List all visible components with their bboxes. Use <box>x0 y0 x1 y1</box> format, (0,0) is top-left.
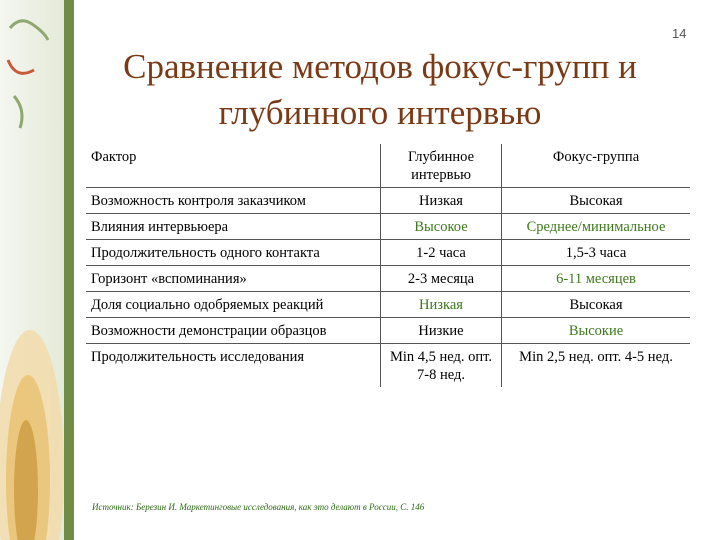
table-header-row <box>86 144 690 188</box>
factor-cell: Горизонт «вспоминания» <box>86 266 381 292</box>
focus-group-cell: Высокие <box>502 318 691 344</box>
sidebar-stripe <box>64 0 74 540</box>
focus-group-cell: 6-11 месяцев <box>502 266 691 292</box>
interview-cell: Высокое <box>381 214 502 240</box>
interview-cell: Низкие <box>381 318 502 344</box>
table-row <box>86 240 690 266</box>
interview-cell: Низкая <box>381 292 502 318</box>
factor-cell: Продолжительность исследования <box>86 344 381 388</box>
table-row <box>86 344 690 388</box>
factor-cell: Возможности демонстрации образцов <box>86 318 381 344</box>
table-row <box>86 266 690 292</box>
factor-cell: Возможность контроля заказчиком <box>86 188 381 214</box>
focus-group-cell: Min 2,5 нед. опт. 4-5 нед. <box>519 349 673 365</box>
header-factor: Фактор <box>86 144 381 188</box>
interview-cell: Низкая <box>381 188 502 214</box>
title-line-2: глубинного интервью <box>218 93 542 132</box>
slide-title <box>80 44 680 136</box>
source-note: Источник: Березин И. Маркетинговые исследования, как это делают в России, С. 146 <box>92 502 425 512</box>
factor-cell: Продолжительность одного контакта <box>86 240 381 266</box>
interview-cell: 2-3 месяца <box>381 266 502 292</box>
interview-cell: 1-2 часа <box>381 240 502 266</box>
comparison-table <box>86 144 690 387</box>
focus-group-cell: Высокая <box>502 292 691 318</box>
table-row <box>86 214 690 240</box>
factor-cell: Влияния интервьюера <box>86 214 381 240</box>
decorative-sidebar <box>0 0 64 540</box>
abstract-decoration-icon <box>0 0 64 540</box>
factor-cell: Доля социально одобряемых реакций <box>86 292 381 318</box>
focus-group-cell: 1,5-3 часа <box>502 240 691 266</box>
interview-cell: Min 4,5 нед. опт. 7-8 нед. <box>381 344 502 388</box>
table-row <box>86 318 690 344</box>
table-row <box>86 292 690 318</box>
focus-group-cell: Среднее/минимальное <box>502 214 691 240</box>
focus-group-cell: Высокая <box>502 188 691 214</box>
page-number: 14 <box>672 26 687 41</box>
header-focus-group: Фокус-группа <box>502 144 691 188</box>
table-row <box>86 188 690 214</box>
title-line-1: Сравнение методов фокус-групп и <box>123 47 637 86</box>
header-interview: Глубинное интервью <box>381 144 502 188</box>
